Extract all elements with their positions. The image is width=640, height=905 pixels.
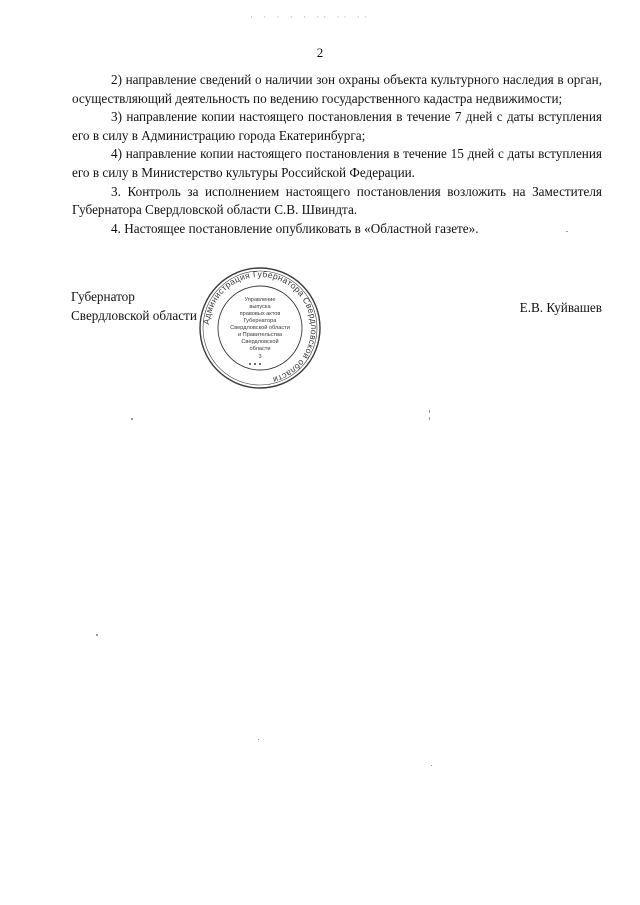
seal-line: 3 xyxy=(258,354,262,360)
paragraph-control: 3. Контроль за исполнением настоящего постановления возложить на Заместителя Губернатора Свердловской области С.В. Швиндта. xyxy=(72,183,602,218)
signatory-name: Е.В. Куйвашев xyxy=(519,300,602,315)
scan-speck xyxy=(96,634,98,636)
signatory-title-line2: Свердловской области xyxy=(71,307,197,323)
scan-speck xyxy=(131,418,133,420)
signatory-title-line1: Губернатор xyxy=(71,289,135,304)
paragraph-item-2: 2) направление сведений о наличии зон охраны объекта культурного наследия в орган, осуществляющий деятельность по ведению государственного кадастра недвижимости; xyxy=(72,72,602,106)
paragraph-item-4: 4) направление копии настоящего постановления в течение 15 дней с даты вступления его в силу в Министерство культуры Российской Федерации. xyxy=(72,146,602,180)
scan-speck xyxy=(429,410,430,413)
official-seal xyxy=(198,266,322,390)
scan-speck xyxy=(566,231,568,232)
seal-line: Свердловской xyxy=(241,339,279,345)
seal-line: области xyxy=(249,346,271,352)
paragraph-item-3: 3) направление копии настоящего постановления в течение 7 дней с даты вступления его в силу в Администрацию города Екатеринбурга; xyxy=(72,109,602,143)
scan-speck xyxy=(258,739,259,740)
seal-line: выпуска xyxy=(249,304,271,310)
seal-line: Управление xyxy=(244,297,276,303)
scan-speck xyxy=(429,417,430,420)
seal-line: и Правительства xyxy=(238,332,282,338)
document-body xyxy=(72,71,602,238)
seal-line: правовых актов xyxy=(239,311,281,317)
scan-header-marks: · · · · · ·· ·· ·· xyxy=(250,12,371,22)
seal-line: Свердловской области xyxy=(230,325,290,331)
seal-ring-text: Администрация Губернатора Свердловской области xyxy=(201,268,320,386)
page-number: 2 xyxy=(316,45,324,60)
scan-speck xyxy=(431,765,432,766)
signatory-title xyxy=(71,288,197,325)
paragraph-publish: 4. Настоящее постановление опубликовать в «Областной газете». xyxy=(111,220,479,236)
seal-line: Губернатора xyxy=(243,318,277,324)
